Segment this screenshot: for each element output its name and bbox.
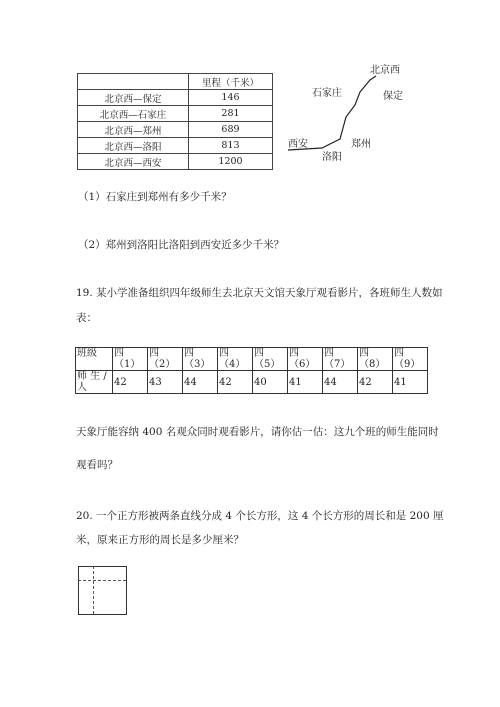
distance-table	[77, 73, 273, 170]
question-20-line1: 20. 一个正方形被两条直线分成 4 个长方形，这 4 个长方形的周长和是 200 厘	[76, 510, 444, 522]
table-row	[78, 106, 273, 122]
map-label-baoding: 保定	[383, 91, 403, 102]
map-label-shijiazhuang: 石家庄	[312, 88, 342, 99]
km-cell: 689	[189, 122, 273, 138]
question-20-line2: 米，原来正方形的周长是多少厘米？	[76, 534, 244, 546]
count-cell: 41	[288, 371, 323, 394]
count-header: 师 生 / 人	[76, 371, 113, 394]
question-18-1: （1）石家庄到郑州有多少千米？	[78, 191, 232, 203]
count-cell: 40	[253, 371, 288, 394]
map-label-xian: 西安	[288, 139, 308, 150]
class-name-cell: 四 （6）	[288, 348, 323, 371]
railway-map	[280, 60, 420, 172]
square-dashed-vertical	[93, 566, 94, 614]
km-cell: 146	[189, 90, 273, 106]
class-name-cell: 四 （4）	[218, 348, 253, 371]
square-figure	[78, 566, 127, 615]
table-row	[78, 154, 273, 170]
km-cell: 813	[189, 138, 273, 154]
question-19-ask-line1: 天象厅能容纳 400 名观众同时观看影片，请你估一估：这九个班的师生能同时	[76, 426, 439, 438]
count-cell: 44	[323, 371, 358, 394]
count-cell: 42	[358, 371, 393, 394]
count-cell: 43	[148, 371, 183, 394]
class-header: 班级	[76, 348, 113, 371]
table-row	[78, 90, 273, 106]
class-name-cell: 四 （5）	[253, 348, 288, 371]
class-name-cell: 四 （1）	[113, 348, 148, 371]
question-18-2: （2）郑州到洛阳比洛阳到西安近多少千米？	[78, 239, 285, 251]
distance-header-km: 里程（千米）	[189, 74, 273, 90]
route-cell: 北京西—西安	[78, 154, 189, 170]
count-cell: 41	[393, 371, 428, 394]
class-name-cell: 四 （9）	[393, 348, 428, 371]
class-name-cell: 四 （7）	[323, 348, 358, 371]
km-cell: 281	[189, 106, 273, 122]
route-cell: 北京西—石家庄	[78, 106, 189, 122]
question-19-ask-line2: 观看吗？	[76, 459, 118, 471]
square-dashed-horizontal	[78, 580, 126, 581]
count-cell: 42	[218, 371, 253, 394]
class-name-cell: 四 （8）	[358, 348, 393, 371]
table-row	[78, 122, 273, 138]
question-19-line2: 表：	[76, 312, 97, 324]
map-label-zhengzhou: 郑州	[351, 139, 371, 150]
route-cell: 北京西—郑州	[78, 122, 189, 138]
distance-header-empty	[78, 74, 189, 90]
map-label-luoyang: 洛阳	[322, 152, 342, 163]
map-label-beijingxi: 北京西	[370, 65, 400, 76]
route-cell: 北京西—保定	[78, 90, 189, 106]
count-cell: 42	[113, 371, 148, 394]
question-19-line1: 19. 某小学准备组织四年级师生去北京天文馆天象厅观看影片，各班师生人数如	[76, 287, 443, 299]
class-name-cell: 四 （3）	[183, 348, 218, 371]
km-cell: 1200	[189, 154, 273, 170]
route-cell: 北京西—洛阳	[78, 138, 189, 154]
table-row	[78, 138, 273, 154]
count-cell: 44	[183, 371, 218, 394]
class-table	[75, 347, 428, 394]
class-name-cell: 四 （2）	[148, 348, 183, 371]
